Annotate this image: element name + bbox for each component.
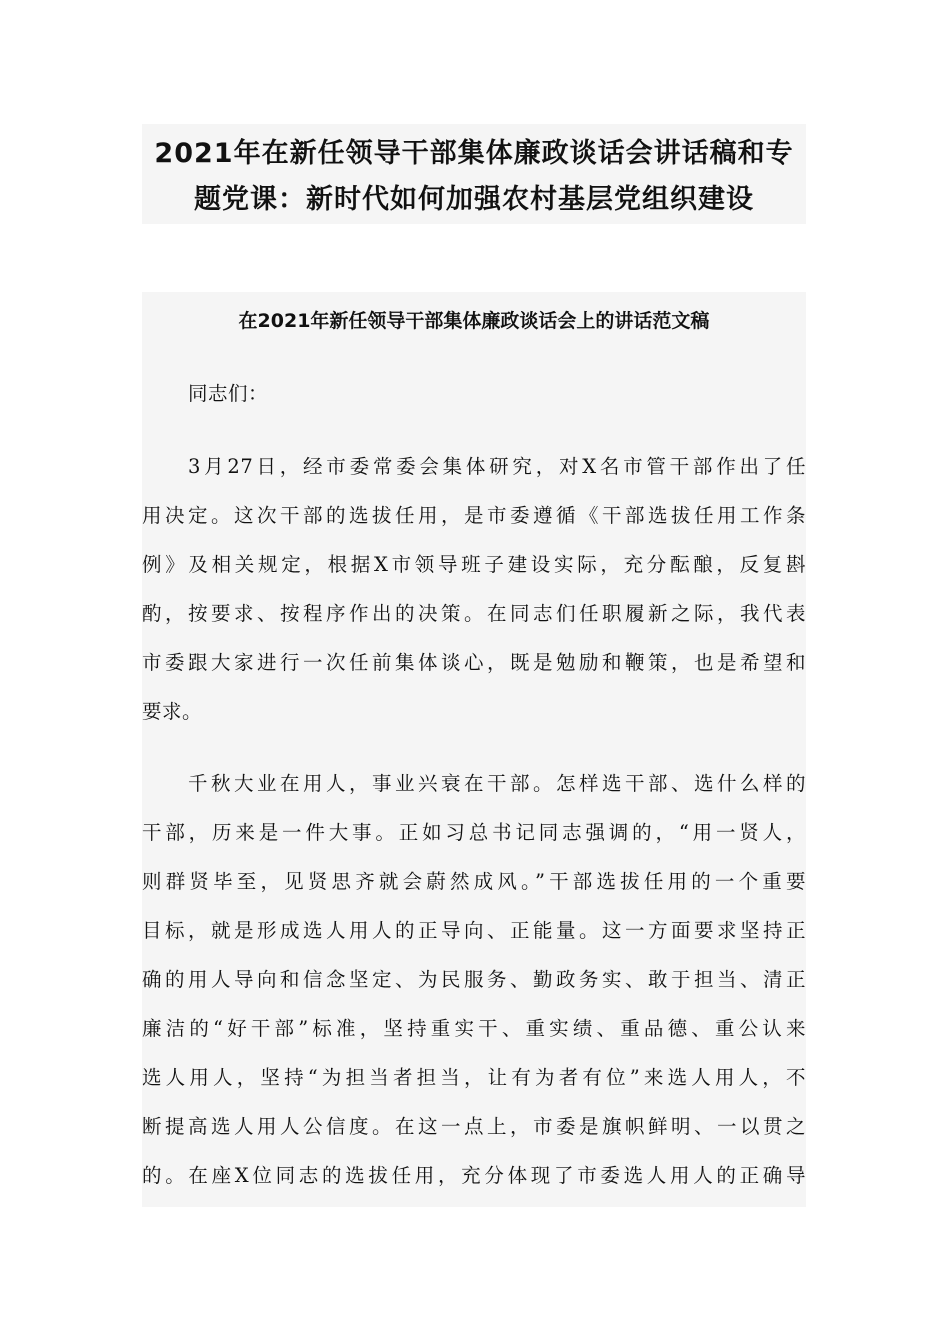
paragraph-line: 千秋大业在用人，事业兴衰在干部。怎样选干部、选什么样的: [188, 772, 806, 795]
salutation: 同志们：: [188, 382, 269, 405]
paragraph-line: 则群贤毕至，见贤思齐就会蔚然成风。”干部选拔任用的一个重要: [142, 870, 806, 893]
document-body: [142, 292, 806, 1207]
paragraph-line: 酌，按要求、按程序作出的决策。在同志们任职履新之际，我代表: [142, 602, 806, 625]
paragraph-line: 干部，历来是一件大事。正如习总书记同志强调的，“用一贤人，: [142, 821, 806, 844]
document-title-line-2: 题党课：新时代如何加强农村基层党组织建设: [194, 184, 754, 215]
speech-subtitle: 在2021年新任领导干部集体廉政谈话会上的讲话范文稿: [238, 310, 710, 332]
paragraph-line: 的。在座X位同志的选拔任用，充分体现了市委选人用人的正确导: [142, 1164, 806, 1187]
paragraph-line: 用决定。这次干部的选拔任用，是市委遵循《干部选拔任用工作条: [142, 504, 806, 527]
paragraph-line: 断提高选人用人公信度。在这一点上，市委是旗帜鲜明、一以贯之: [142, 1115, 806, 1138]
paragraph-line: 要求。: [142, 700, 203, 723]
document-title-block: [142, 124, 806, 224]
paragraph-line: 确的用人导向和信念坚定、为民服务、勤政务实、敢于担当、清正: [142, 968, 806, 991]
paragraph-line: 选人用人，坚持“为担当者担当，让有为者有位”来选人用人，不: [142, 1066, 806, 1089]
paragraph-line: 3月27日，经市委常委会集体研究，对X名市管干部作出了任: [188, 455, 806, 478]
document-title-line-1: 2021年在新任领导干部集体廉政谈话会讲话稿和专: [154, 138, 794, 169]
paragraph-line: 例》及相关规定，根据X市领导班子建设实际，充分酝酿，反复斟: [142, 553, 806, 576]
paragraph-line: 廉洁的“好干部”标准，坚持重实干、重实绩、重品德、重公认来: [142, 1017, 806, 1040]
paragraph-line: 目标，就是形成选人用人的正导向、正能量。这一方面要求坚持正: [142, 919, 806, 942]
paragraph-line: 市委跟大家进行一次任前集体谈心，既是勉励和鞭策，也是希望和: [142, 651, 806, 674]
